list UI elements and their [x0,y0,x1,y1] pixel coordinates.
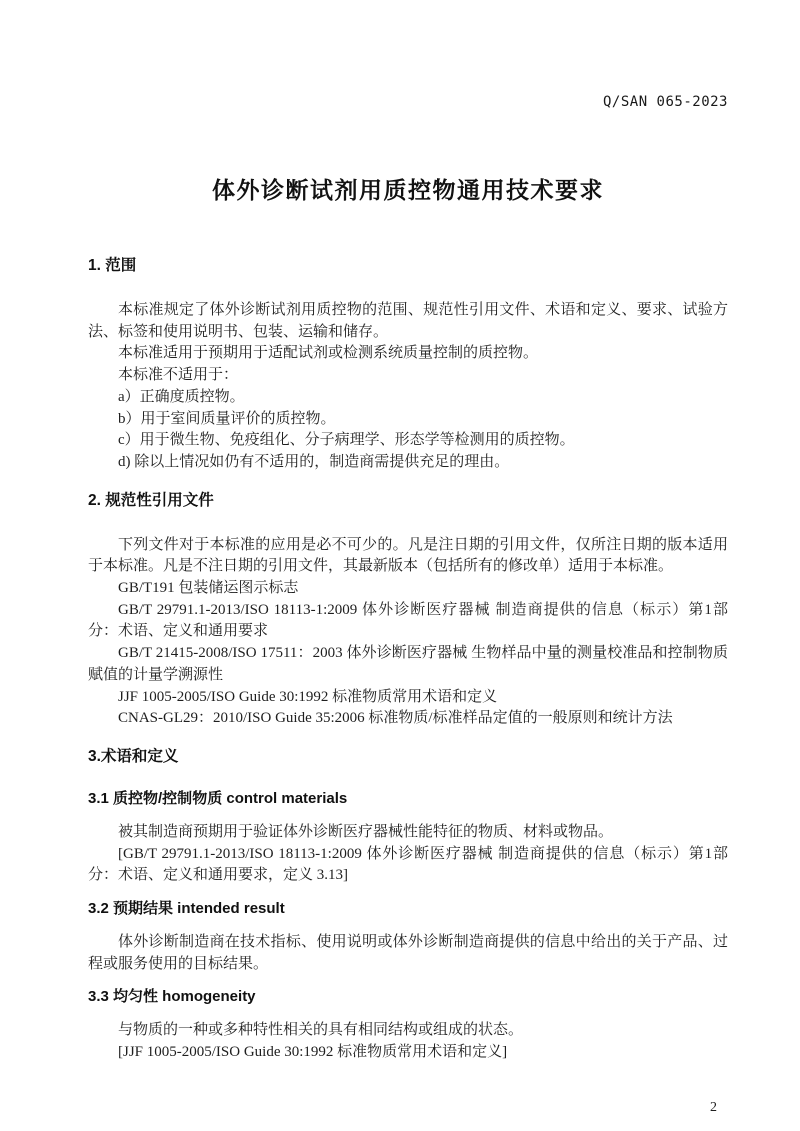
section-heading-normative-references: 2. 规范性引用文件 [88,491,214,509]
reference-item: JJF 1005-2005/ISO Guide 30:1992 标准物质常用术语和定义 [118,688,498,705]
term-definition: 体外诊断制造商在技术指标、使用说明或体外诊断制造商提供的信息中给出的关于产品、过程或服务使用的目标结果。 [88,934,728,972]
reference-item: GB/T191 包装储运图示标志 [118,580,299,597]
scope-list-item: a）正确度质控物。 [118,388,245,405]
normative-paragraph: 下列文件对于本标准的应用是必不可少的。凡是注日期的引用文件，仅所注日期的版本适用于本标准。凡是不注日期的引用文件，其最新版本（包括所有的修改单）适用于本标准。 [88,536,728,575]
document-title: 体外诊断试剂用质控物通用技术要求 [212,177,604,203]
reference-item: CNAS-GL29：2010/ISO Guide 35:2006 标准物质/标准样品定值的一般原则和统计方法 [118,710,673,727]
term-source: [GB/T 29791.1-2013/ISO 18113-1:2009 体外诊断医疗器械 制造商提供的信息（标示）第1部分：术语、定义和通用要求，定义 3.13] [88,845,728,884]
section-heading-terms: 3.术语和定义 [88,747,179,765]
scope-paragraph: 本标准适用于预期用于适配试剂或检测系统质量控制的质控物。 [118,345,539,362]
term-heading-intended-result: 3.2 预期结果 intended result [88,900,285,918]
term-heading-control-materials: 3.1 质控物/控制物质 control materials [88,789,348,807]
doc-number: Q/SAN 065-2023 [602,94,728,110]
reference-item: GB/T 29791.1-2013/ISO 18113-1:2009 体外诊断医疗器械 制造商提供的信息（标示）第1部分：术语、定义和通用要求 [88,601,728,640]
page-number: 2 [710,1100,717,1115]
section-heading-scope: 1. 范围 [88,257,137,274]
scope-paragraph: 本标准不适用于： [118,367,239,384]
scope-list-item: c）用于微生物、免疫组化、分子病理学、形态学等检测用的质控物。 [118,432,575,449]
term-definition: 与物质的一种或多种特性相关的具有相同结构或组成的状态。 [118,1022,524,1039]
term-source: [JJF 1005-2005/ISO Guide 30:1992 标准物质常用术语和定义] [118,1044,508,1061]
reference-item: GB/T 21415-2008/ISO 17511：2003 体外诊断医疗器械 生物样品中量的测量校准品和控制物质赋值的计量学溯源性 [88,645,728,683]
scope-paragraph: 本标准规定了体外诊断试剂用质控物的范围、规范性引用文件、术语和定义、要求、试验方法、标签和使用说明书、包装、运输和储存。 [88,302,728,340]
term-definition: 被其制造商预期用于验证体外诊断医疗器械性能特征的物质、材料或物品。 [118,823,614,840]
scope-list-item: d) 除以上情况如仍有不适用的，制造商需提供充足的理由。 [118,453,510,470]
document-content [0,94,800,1064]
scope-list-item: b）用于室间质量评价的质控物。 [118,410,336,427]
term-heading-homogeneity: 3.3 均匀性 homogeneity [88,988,256,1006]
